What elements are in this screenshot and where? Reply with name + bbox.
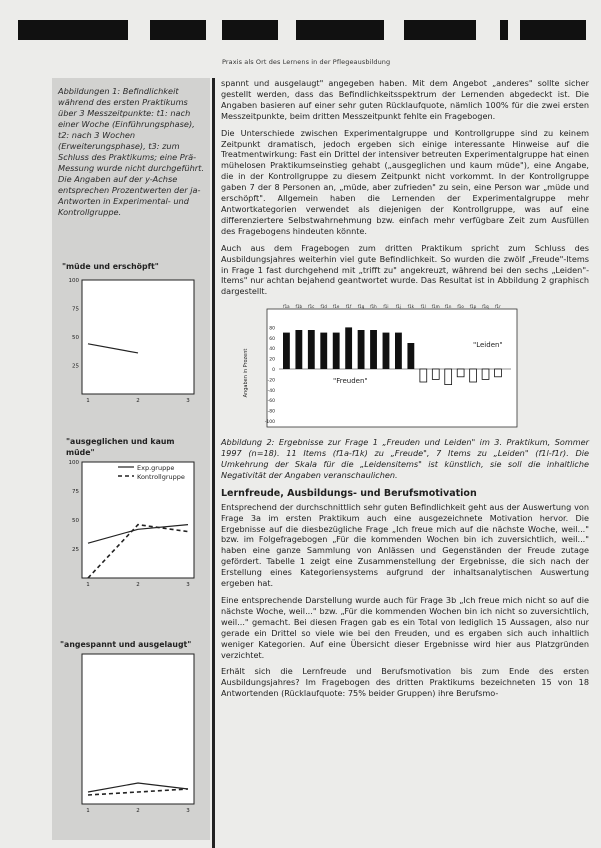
x-tick-label: 3 (186, 808, 190, 814)
panel3-frame (82, 654, 194, 804)
y-tick-label: 50 (72, 335, 79, 341)
paragraph: Auch aus dem Fragebogen zum dritten Praktikum spricht zum Schluss des Ausbildungsjahres weiterhin viel gute Befindlichkeit. So wurden die zwölf „Freude"-Items in Frage 1 fast durchgehend mit „trifft zu" angekreuzt, während bei den sechs „Leiden"-Items" nur achtan bejahend geantwortet wurde. Das Resultat ist in Abbildung 2 graphisch dargestellt. (221, 242, 589, 297)
x-tick-label: 3 (186, 582, 190, 588)
y-tick-label: 75 (72, 306, 79, 313)
x-tick-label: f1h (370, 304, 377, 310)
y-tick-label: 20 (269, 357, 275, 363)
x-tick-label: f1a (283, 304, 290, 310)
x-tick-label: 2 (136, 808, 140, 814)
bar (358, 330, 365, 369)
scan-bar-5 (404, 20, 476, 40)
y-tick-label: 25 (72, 547, 79, 553)
panel1-title: "müde und erschöpft" (62, 262, 159, 271)
scan-bar-1 (18, 20, 128, 40)
x-tick-label: 3 (186, 398, 190, 404)
panel3-chart (56, 652, 206, 822)
x-tick-label: 1 (86, 398, 90, 404)
legend-exp: Exp.gruppe (137, 464, 175, 472)
bar (295, 330, 302, 369)
paragraph: Die Unterschiede zwischen Experimentalgruppe und Kontrollgruppe sind zu keinem Zeitpunkt dramatisch, jedoch ergeben sich einige interessante Hinweise auf die Treatmentwirkung: Fast ein Drittel der intensiver betreuten Experimentalgruppe hat einen mühelosen Praktikumseinstieg gehabt („ausgeglichen und kaum müde"), eine Angabe, die in der Kontrollgruppe zu diesem Zeitpunkt nicht vorkommt. In der Kontrollgruppe gaben 7 der 8 Personen an, „müde, aber zufrieden" zu sein, eine Person war „müde und erschöpft". Allgemein haben die Lernenden der Experimentalgruppe mehr Antwortkategorien verwendet als diejenigen der Kontrollgruppe, was auf eine differenziertere Selbstwahrnehmung bzw. einfach mehr verfügbare Zeit zum Ausfüllen des Fragebogens hindeuten könnte. (221, 127, 589, 236)
bar (470, 369, 477, 382)
x-tick-label: 1 (86, 582, 90, 588)
x-tick-label: f1l (420, 304, 426, 310)
bar (495, 369, 502, 377)
scan-bar-7 (520, 20, 586, 40)
figure1-caption: Abbildungen 1: Befindlichkeit während des ersten Praktikums über 3 Messzeitpunkte: t1: nach einer Woche (Einführungsphase), t2: nach 3 Wochen (Erweiterungsphase), t3: zum Schluss des Praktikums; eine Prä-Messung wurde nicht durchgeführt. Die Angaben auf der y-Achse entsprechen Prozentwerten der ja-Antworten in Experimental- und Kontrollgruppe. (58, 86, 204, 217)
x-tick-label: f1r (495, 304, 501, 310)
scan-bar-4 (296, 20, 384, 40)
scan-bar-6 (500, 20, 508, 40)
paragraph: Entsprechend der durchschnittlich sehr guten Befindlichkeit geht aus der Auswertung von Frage 3a im ersten Praktikum auch eine ausgezeichnete Motivation hervor. Die Ergebnisse auf die diesbezügliche Frage „Ich freue mich auf die nächste Woche, weil..." bzw. im Folgefragebogen „Für die kommenden Wochen bin ich zuversichtlich, weil..." haben eine ganze Sammlung von Anlässen und Gegenständen der Freude zutage gefördert. Tabelle 1 zeigt eine Zusammenstellung der Ergebnisse, die sich nach der Erstellung eines Kategoriensystems aufgrund der inhaltsanalytischen Auswertung ergeben hat. (221, 501, 589, 589)
x-tick-label: 1 (86, 808, 90, 814)
y-tick-label: 75 (72, 489, 79, 495)
x-tick-label: f1q (482, 304, 489, 310)
x-tick-label: f1o (457, 304, 464, 310)
panel1-frame (82, 280, 194, 394)
legend-kontroll: Kontrollgruppe (137, 473, 185, 481)
y-tick-label: -100 (264, 420, 275, 426)
figure2-frame (264, 309, 517, 427)
scan-bar-2 (150, 20, 206, 40)
figure2-ylabel: Angaben in Prozent (243, 348, 249, 398)
x-tick-label: f1e (332, 304, 340, 310)
x-tick-label: f1k (407, 304, 414, 310)
bar (345, 328, 352, 370)
y-tick-label: -80 (267, 409, 275, 415)
bar (482, 369, 489, 379)
x-tick-label: f1n (444, 304, 452, 310)
paragraph: Erhält sich die Lernfreude und Berufsmotivation bis zum Ende des ersten Ausbildungsjahres? Im Fragebogen des dritten Praktikums bezeichneten 15 von 18 Antwortenden (Rücklaufquote: 75% beider Gruppen) ihre Berufsmo- (221, 666, 589, 699)
y-tick-label: 25 (72, 363, 79, 370)
section-heading: Lernfreude, Ausbildungs- und Berufsmotivation (221, 487, 477, 499)
column-divider (212, 78, 215, 848)
figure2-caption: Abbildung 2: Ergebnisse zur Frage 1 „Freuden und Leiden" im 3. Praktikum, Sommer 1997 (n=18). 11 Items (f1a-f1k) zu „Freude", 7 Items zu „Leiden" (f1l-f1r). Die Umkehrung der Skala für die „Leidensitems" ist künstlich, sie soll die inhaltliche Negativität der Angaben veranschaulichen. (221, 437, 589, 480)
annotation-leiden: "Leiden" (473, 341, 503, 350)
panel3-title: "angespannt und ausgelaugt" (60, 640, 192, 649)
x-tick-label: f1d (320, 304, 327, 310)
scan-bar-3 (222, 20, 278, 40)
bar (445, 369, 452, 385)
bar (383, 333, 390, 369)
bar (320, 333, 327, 369)
bar (395, 333, 402, 369)
y-tick-label: 0 (272, 368, 275, 374)
x-tick-label: f1f (345, 304, 352, 310)
x-tick-label: f1b (295, 304, 303, 310)
x-tick-label: f1i (383, 304, 389, 310)
x-tick-label: f1c (308, 304, 315, 310)
x-tick-label: f1p (469, 304, 477, 310)
y-tick-label: 80 (269, 326, 275, 332)
annotation-freuden: "Freuden" (333, 377, 368, 386)
y-tick-label: -40 (267, 389, 275, 395)
y-tick-label: 60 (269, 337, 275, 343)
figure2-chart (237, 303, 537, 433)
bar (457, 369, 464, 377)
x-tick-label: 2 (136, 582, 140, 588)
panel1-chart (56, 272, 206, 412)
y-tick-label: 50 (72, 518, 79, 524)
bar (420, 369, 427, 382)
bar (407, 343, 414, 369)
panel2-title: "ausgeglichen und kaum müde" (66, 437, 175, 457)
paragraph: Eine entsprechende Darstellung wurde auch für Frage 3b „Ich freue mich nicht so auf die nächste Woche, weil..." bzw. „Für die kommenden Wochen bin ich nicht so zuversichtlich, weil..." gemacht. Bei diesen Fragen gab es ein Total von lediglich 15 Aussagen, also nur gerade ein Drittel so viele wie bei den Freuden, und es ergaben sich auch inhaltlich weniger Kategorien. Auf eine Übersicht dieser Ergebnisse wird hier aus Platzgründen verzichtet. (221, 595, 589, 660)
main-column (221, 78, 589, 705)
bar (370, 330, 377, 369)
running-title: Praxis als Ort des Lernens in der Pflegeausbildung (222, 58, 391, 66)
y-tick-label: -60 (267, 399, 275, 405)
x-tick-label: f1m (431, 304, 440, 310)
paragraph: spannt und ausgelaugt" angegeben haben. Mit dem Angebot „anderes" sollte sicher gestellt werden, dass das Befindlichkeitsspektrum der Lernenden abgedeckt ist. Die Angaben basieren auf einer sehr guten Rücklaufquote, nämlich 100% für die zwei ersten Messzeitpunkte, beim dritten Messzeitpunkt fehlte ein Fragebogen. (221, 78, 589, 121)
bar (308, 330, 315, 369)
panel2-chart (56, 456, 206, 596)
x-tick-label: f1j (395, 304, 401, 310)
bar (432, 369, 439, 379)
y-tick-label: 100 (68, 460, 79, 466)
x-tick-label: f1g (357, 304, 365, 310)
bar (283, 333, 290, 369)
y-tick-label: 100 (68, 278, 79, 284)
bar (333, 333, 340, 369)
x-tick-label: 2 (136, 398, 140, 404)
y-tick-label: 40 (269, 347, 275, 353)
y-tick-label: -20 (267, 378, 275, 384)
